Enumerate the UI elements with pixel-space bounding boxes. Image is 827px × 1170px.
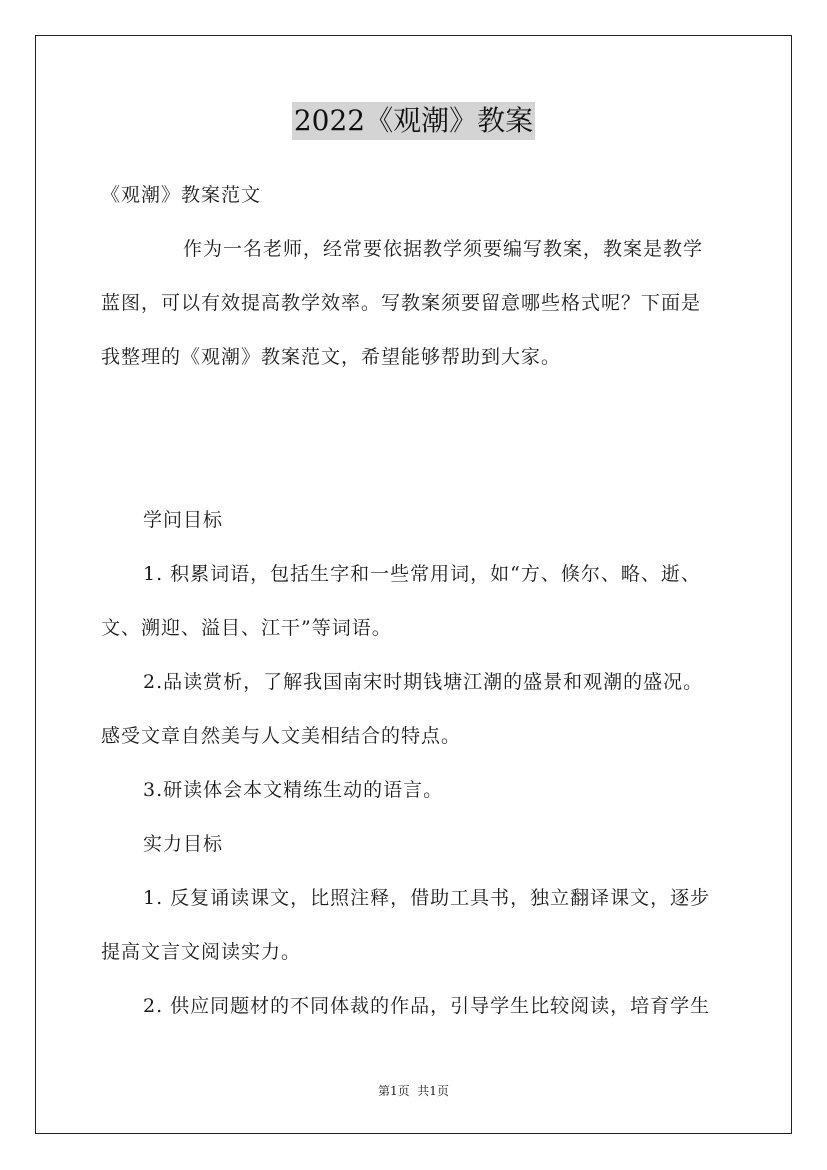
intro-line-1: 作为一名老师，经常要依据教学须要编写教案，教案是教学 bbox=[183, 238, 704, 260]
document-title: 2022《观潮》教案 bbox=[292, 102, 535, 140]
section-heading-knowledge: 学问目标 bbox=[143, 509, 224, 531]
knowledge-line-3: 2.品读赏析，了解我国南宋时期钱塘江潮的盛景和观潮的盛况。 bbox=[143, 671, 704, 693]
intro-line-3: 我整理的《观潮》教案范文，希望能够帮助到大家。 bbox=[101, 346, 562, 368]
ability-line-2: 提高文言文阅读实力。 bbox=[101, 941, 302, 963]
knowledge-line-4: 感受文章自然美与人文美相结合的特点。 bbox=[101, 725, 462, 747]
intro-line-2: 蓝图，可以有效提高教学效率。写教案须要留意哪些格式呢？下面是 bbox=[101, 292, 702, 314]
document-subtitle: 《观潮》教案范文 bbox=[101, 184, 262, 206]
ability-line-3: 2. 供应同题材的不同体裁的作品，引导学生比较阅读，培育学生 bbox=[143, 995, 711, 1017]
ability-line-1: 1. 反复诵读课文，比照注释，借助工具书，独立翻译课文，逐步 bbox=[143, 887, 711, 909]
knowledge-line-1: 1. 积累词语，包括生字和一些常用词，如“方、倏尔、略、逝、 bbox=[143, 563, 701, 585]
knowledge-line-2: 文、溯迎、溢目、江干”等词语。 bbox=[101, 617, 392, 639]
title-container bbox=[0, 102, 827, 140]
knowledge-line-5: 3.研读体会本文精练生动的语言。 bbox=[143, 779, 444, 801]
section-heading-ability: 实力目标 bbox=[143, 833, 224, 855]
page-footer: 第1页 共1页 bbox=[378, 1084, 449, 1098]
